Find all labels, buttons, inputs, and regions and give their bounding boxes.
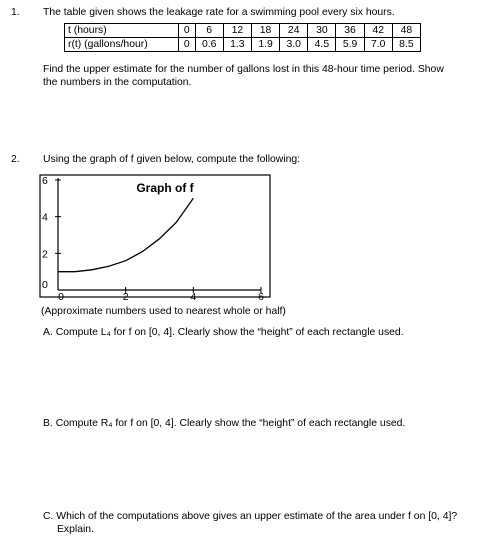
y-tick-label: 6: [42, 175, 48, 187]
table-cell: 5.9: [336, 38, 364, 52]
table-cell: 18: [251, 24, 279, 38]
x-tick-label: 6: [258, 291, 264, 303]
table-cell: 12: [223, 24, 251, 38]
table-cell: 0: [178, 38, 195, 52]
table-cell: 24: [280, 24, 308, 38]
approximation-note: (Approximate numbers used to nearest whole or half): [41, 306, 286, 317]
table-row-label: t (hours): [65, 24, 179, 38]
table-cell: 36: [336, 24, 364, 38]
question-1-prompt-line1: Find the upper estimate for the number of gallons lost in this 48-hour time period. Show: [43, 64, 444, 75]
table-row: [65, 38, 421, 52]
y-tick-label: 0: [42, 279, 48, 291]
x-tick-label: 2: [122, 291, 129, 303]
question-2-intro: Using the graph of f given below, compute the following:: [43, 154, 301, 165]
part-c-prompt-line2: Explain.: [57, 524, 94, 535]
table-cell: 7.0: [364, 38, 392, 52]
table-cell: 48: [392, 24, 420, 38]
table-cell: 1.9: [251, 38, 279, 52]
question-2-number: 2.: [11, 154, 20, 165]
table-cell: 8.5: [392, 38, 420, 52]
table-cell: 0.6: [195, 38, 223, 52]
table-cell: 1.3: [223, 38, 251, 52]
part-c-prompt-line1: C. Which of the computations above gives an upper estimate of the area under f on [0, 4]?: [43, 511, 458, 522]
table-cell: 4.5: [308, 38, 336, 52]
y-tick-label: 2: [42, 248, 48, 261]
y-tick-label: 4: [42, 211, 48, 224]
table-row: [65, 24, 421, 38]
question-1-number: 1.: [11, 7, 20, 18]
graph-of-f: [38, 173, 278, 305]
table-cell: 3.0: [280, 38, 308, 52]
table-cell: 42: [364, 24, 392, 38]
part-a-prompt: A. Compute L₄ for f on [0, 4]. Clearly show the “height” of each rectangle used.: [43, 327, 404, 338]
x-tick-label: 0: [58, 291, 64, 303]
leakage-table: [64, 23, 421, 52]
x-tick-label: 4: [190, 291, 197, 303]
table-row-label: r(t) (gallons/hour): [65, 38, 179, 52]
question-1-intro: The table given shows the leakage rate for a swimming pool every six hours.: [43, 7, 395, 18]
table-cell: 6: [195, 24, 223, 38]
part-b-prompt: B. Compute R₄ for f on [0, 4]. Clearly show the “height” of each rectangle used.: [43, 418, 406, 429]
table-cell: 0: [178, 24, 195, 38]
question-1-prompt-line2: the numbers in the computation.: [43, 77, 192, 88]
table-cell: 30: [308, 24, 336, 38]
graph-title: Graph of f: [136, 181, 194, 195]
